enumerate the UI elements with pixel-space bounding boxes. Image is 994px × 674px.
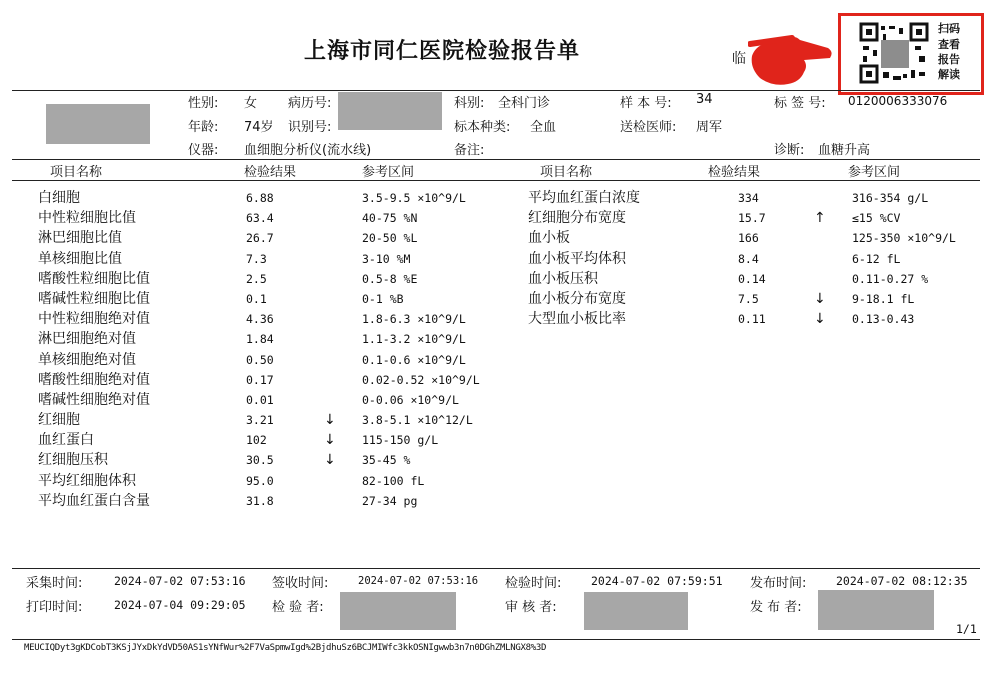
pointing-hand-icon	[748, 30, 834, 88]
right-flag-column	[814, 188, 826, 329]
results_left-range: 0-1 %B	[362, 291, 404, 306]
results_left-value: 26.7	[246, 231, 274, 246]
results_left-value: 31.8	[246, 493, 274, 508]
results_left-item: 单核细胞绝对值	[38, 351, 136, 368]
header-range: 参考区间	[362, 165, 415, 180]
results_left-flag	[324, 370, 336, 390]
gender-value: 女	[244, 96, 258, 111]
department-label: 科别:	[454, 96, 485, 111]
results_left-item: 单核细胞比值	[38, 250, 122, 267]
sample-no-label: 样 本 号:	[620, 96, 672, 111]
results_left-flag: ↓	[324, 452, 336, 469]
results_right-flag	[814, 269, 826, 289]
results_left-range: 0.5-8 %E	[362, 271, 418, 286]
results_right-range: ≤15 %CV	[852, 211, 901, 226]
results_left-flag	[324, 269, 336, 289]
right-range-column	[852, 188, 956, 329]
results_left-range: 35-45 %	[362, 453, 411, 468]
right-item-column	[528, 188, 640, 329]
qr-label-2: 查看	[938, 38, 960, 51]
results_left-value: 1.84	[246, 332, 274, 347]
publisher-label: 发 布 者:	[750, 600, 802, 615]
results_right-range: 6-12 fL	[852, 251, 901, 266]
tag-no-value: 0120006333076	[848, 94, 948, 108]
header-item-2: 项目名称	[540, 165, 593, 180]
results_left-flag	[324, 329, 336, 349]
top-rule	[12, 90, 980, 91]
results_left-item: 中性粒细胞绝对值	[38, 311, 150, 328]
results_left-item: 平均红细胞体积	[38, 472, 136, 489]
results_left-range: 3.5-9.5 ×10^9/L	[362, 191, 466, 205]
results_left-value: 6.88	[246, 191, 274, 205]
results_right-item: 平均血红蛋白浓度	[528, 190, 640, 206]
diagnosis-value: 血糖升高	[818, 143, 871, 158]
tester-label: 检 验 者:	[272, 600, 324, 615]
left-range-column	[362, 188, 480, 511]
results_left-range: 20-50 %L	[362, 231, 418, 246]
results_right-value: 8.4	[738, 251, 759, 266]
results_left-item: 红细胞压积	[38, 452, 108, 469]
age-value: 74岁	[244, 120, 274, 135]
partial-text: 临	[732, 51, 746, 67]
results_left-range: 40-75 %N	[362, 211, 418, 226]
results_right-item: 红细胞分布宽度	[528, 210, 626, 227]
results_left-value: 0.17	[246, 372, 274, 387]
print-label: 打印时间:	[26, 600, 83, 615]
results_right-range: 0.11-0.27 %	[852, 271, 929, 286]
right-value-column	[738, 188, 766, 329]
results_left-flag: ↓	[324, 432, 336, 449]
results_right-value: 334	[738, 191, 759, 205]
tag-no-label: 标 签 号:	[774, 96, 826, 111]
results_left-flag: ↓	[324, 412, 336, 429]
signature-hash: MEUCIQDyt3gKDCobT3KSjJYxDkYdVD50AS1sYNfWur%2F7VaSpmwIgd%2BjdhuSz6BCJMIWfc3kkOSNIgwwb3n7n0DGhZMLNGX8%3D	[24, 643, 547, 653]
results_left-item: 淋巴细胞比值	[38, 230, 122, 247]
results_right-value: 7.5	[738, 291, 759, 306]
results_left-value: 4.36	[246, 312, 274, 327]
qr-code-icon	[859, 22, 929, 84]
results_left-value: 0.01	[246, 392, 274, 407]
header-result: 检验结果	[244, 165, 297, 180]
record-no-label: 病历号:	[288, 96, 332, 111]
results_right-range: 9-18.1 fL	[852, 291, 915, 306]
print-time: 2024-07-04 09:29:05	[114, 598, 246, 612]
page-number: 1/1	[956, 622, 977, 636]
results_left-range: 1.1-3.2 ×10^9/L	[362, 332, 466, 347]
results_left-flag	[324, 188, 336, 208]
results_left-flag	[324, 208, 336, 228]
qr-label-3: 报告	[938, 53, 960, 66]
left-flag-column	[324, 188, 336, 511]
redacted-record-id	[338, 92, 442, 130]
results_left-item: 嗜酸性细胞绝对值	[38, 371, 150, 388]
results_left-item: 血红蛋白	[38, 432, 94, 449]
results_left-range: 1.8-6.3 ×10^9/L	[362, 312, 466, 327]
note-label: 备注:	[454, 143, 485, 158]
results_left-flag	[324, 249, 336, 269]
left-item-column	[38, 188, 150, 511]
results_left-range: 82-100 fL	[362, 473, 425, 488]
header-result-2: 检验结果	[708, 165, 761, 180]
left-value-column	[246, 188, 274, 511]
results_left-range: 3-10 %M	[362, 251, 411, 266]
results_right-value: 166	[738, 231, 759, 246]
test-time: 2024-07-02 07:59:51	[591, 574, 723, 588]
results_left-value: 3.21	[246, 413, 274, 428]
qr-label-1: 扫码	[938, 22, 960, 35]
results_left-item: 淋巴细胞绝对值	[38, 331, 136, 348]
results_right-value: 0.14	[738, 271, 766, 286]
results_left-range: 0-0.06 ×10^9/L	[362, 392, 459, 407]
receive-time: 2024-07-02 07:53:16	[358, 575, 479, 587]
results_left-flag	[324, 289, 336, 309]
results_left-flag	[324, 350, 336, 370]
diagnosis-label: 诊断:	[774, 143, 805, 158]
results_left-value: 2.5	[246, 271, 267, 286]
results_left-item: 平均血红蛋白含量	[38, 492, 150, 509]
receive-label: 签收时间:	[272, 576, 329, 591]
results_left-value: 0.1	[246, 291, 267, 306]
collect-label: 采集时间:	[26, 576, 83, 591]
results_left-range: 27-34 pg	[362, 493, 418, 508]
results_left-item: 白细胞	[38, 190, 80, 206]
redacted-tester	[340, 592, 456, 630]
redacted-publisher	[818, 590, 934, 630]
qr-code-panel[interactable]	[838, 13, 984, 95]
results_left-value: 7.3	[246, 251, 267, 266]
results_right-flag: ↓	[814, 311, 826, 328]
results_left-range: 115-150 g/L	[362, 433, 439, 448]
reviewer-label: 审 核 者:	[505, 600, 557, 615]
results_right-item: 血小板压积	[528, 270, 598, 287]
header-item: 项目名称	[50, 165, 103, 180]
department-value: 全科门诊	[498, 96, 551, 111]
publish-label: 发布时间:	[750, 576, 807, 591]
results_left-item: 红细胞	[38, 412, 80, 429]
results_left-item: 嗜碱性粒细胞比值	[38, 290, 150, 307]
instrument-value: 血细胞分析仪(流水线)	[244, 143, 372, 158]
results_right-value: 15.7	[738, 211, 766, 226]
header-range-2: 参考区间	[848, 165, 901, 180]
results_right-range: 125-350 ×10^9/L	[852, 231, 956, 246]
test-label: 检验时间:	[505, 576, 562, 591]
footer-rule-bottom	[12, 639, 980, 640]
doctor-value: 周军	[696, 120, 723, 135]
results_left-value: 63.4	[246, 211, 274, 226]
results_left-value: 30.5	[246, 453, 274, 468]
results_right-value: 0.11	[738, 312, 766, 327]
results_left-value: 95.0	[246, 473, 274, 488]
results_left-range: 0.02-0.52 ×10^9/L	[362, 372, 480, 387]
results_right-item: 血小板平均体积	[528, 250, 626, 267]
results_right-flag	[814, 249, 826, 269]
results_left-item: 中性粒细胞比值	[38, 210, 136, 227]
results_left-flag	[324, 471, 336, 491]
qr-label-4: 解读	[938, 68, 960, 81]
results_left-item: 嗜酸性粒细胞比值	[38, 270, 150, 287]
doctor-label: 送检医师:	[620, 120, 677, 135]
results_left-flag	[324, 309, 336, 329]
sample-no-value: 34	[696, 92, 713, 107]
results_right-flag	[814, 188, 826, 208]
specimen-label: 标本种类:	[454, 120, 511, 135]
results_right-flag	[814, 228, 826, 248]
results_right-range: 0.13-0.43	[852, 312, 915, 327]
header-rule-bottom	[12, 180, 980, 181]
collect-time: 2024-07-02 07:53:16	[114, 574, 246, 588]
results_left-range: 0.1-0.6 ×10^9/L	[362, 352, 466, 367]
results_right-item: 血小板分布宽度	[528, 290, 626, 307]
redacted-name	[46, 104, 150, 144]
results_left-value: 102	[246, 433, 267, 448]
redacted-reviewer	[584, 592, 688, 630]
results_left-flag	[324, 491, 336, 511]
header-rule-top	[12, 159, 980, 160]
results_right-flag: ↓	[814, 290, 826, 307]
report-title: 上海市同仁医院检验报告单	[304, 39, 581, 64]
results_right-range: 316-354 g/L	[852, 191, 929, 205]
results_right-item: 血小板	[528, 230, 570, 247]
results_left-flag	[324, 390, 336, 410]
results_left-flag	[324, 228, 336, 248]
results_right-flag: ↑	[814, 210, 826, 227]
specimen-value: 全血	[530, 120, 557, 135]
age-label: 年龄:	[188, 120, 219, 135]
instrument-label: 仪器:	[188, 143, 219, 158]
results_left-value: 0.50	[246, 352, 274, 367]
gender-label: 性别:	[188, 96, 219, 111]
id-label: 识别号:	[288, 120, 332, 135]
publish-time: 2024-07-02 08:12:35	[836, 574, 968, 588]
results_right-item: 大型血小板比率	[528, 311, 626, 328]
footer-rule-top	[12, 568, 980, 569]
results_left-range: 3.8-5.1 ×10^12/L	[362, 413, 473, 428]
results_left-item: 嗜碱性细胞绝对值	[38, 391, 150, 408]
